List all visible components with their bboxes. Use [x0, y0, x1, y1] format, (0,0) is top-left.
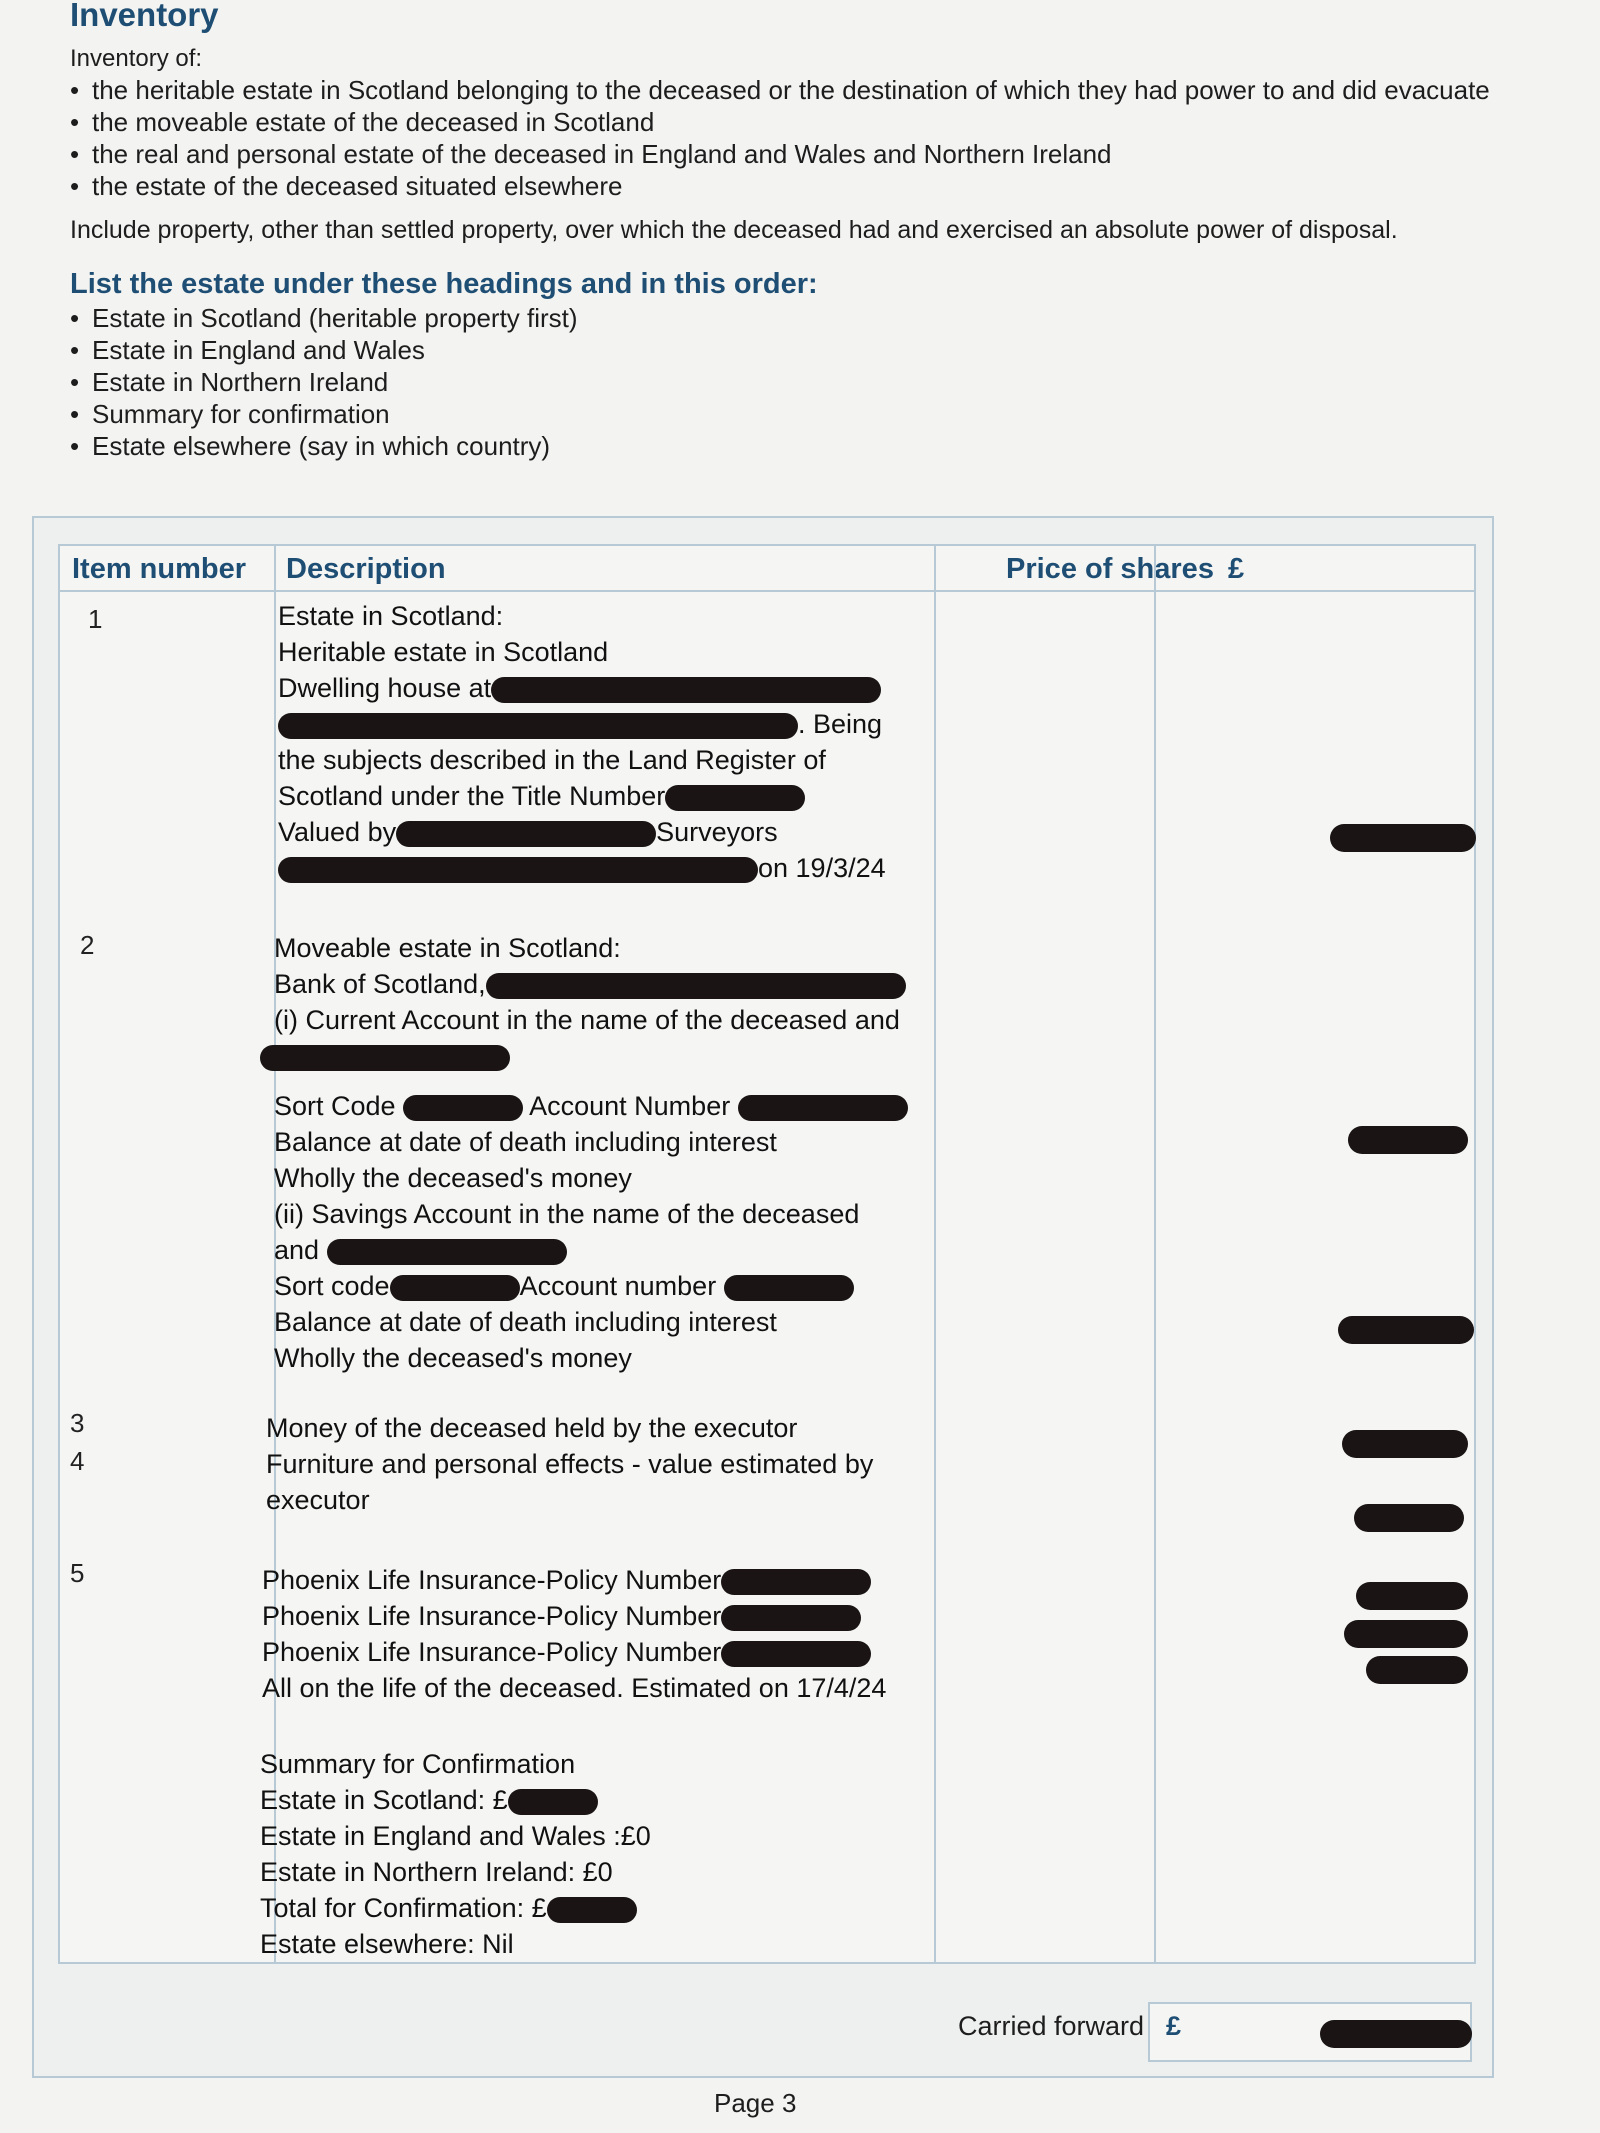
redacted-block: [390, 1275, 520, 1301]
redacted-block: [278, 713, 798, 739]
description-line: [274, 1038, 908, 1074]
value-redacted: [1354, 1504, 1464, 1532]
description-line: Estate in Scotland:: [278, 601, 504, 631]
description-line: Phoenix Life Insurance-Policy Number: [262, 1562, 886, 1598]
summary-line: Estate elsewhere: Nil: [260, 1929, 514, 1959]
carried-forward-currency: £: [1166, 2011, 1182, 2041]
headings-list: [70, 302, 1490, 462]
item-3-4-description: [266, 1410, 873, 1518]
list-item: • the estate of the deceased situated elsewhere: [70, 170, 1490, 202]
redacted-block: [491, 677, 881, 703]
description-line: Balance at date of death including interest: [274, 1127, 777, 1157]
item-number: 4: [70, 1446, 85, 1476]
summary-line: Summary for Confirmation: [260, 1749, 576, 1779]
description-line: All on the life of the deceased. Estimated on 17/4/24: [262, 1673, 887, 1703]
value-redacted: [1342, 1430, 1468, 1458]
list-heading: List the estate under these headings and in this order:: [70, 268, 818, 300]
page-number: Page 3: [714, 2088, 797, 2118]
list-item: • Summary for confirmation: [70, 398, 1490, 430]
header-value: £: [1216, 546, 1474, 592]
item-number: 1: [88, 604, 103, 634]
description-line: Phoenix Life Insurance-Policy Number: [262, 1634, 886, 1670]
item-number: 2: [80, 930, 95, 960]
redacted-block: [724, 1275, 854, 1301]
description-line: Sort Code Account Number: [274, 1088, 908, 1124]
description-line: (ii) Savings Account in the name of the deceased: [274, 1199, 860, 1229]
value-redacted: [1366, 1656, 1468, 1684]
redacted-block: [260, 1045, 510, 1071]
header-price-of-shares: Price of shares: [994, 546, 1216, 592]
description-line: (i) Current Account in the name of the deceased and: [274, 1005, 900, 1035]
header-description: Description: [274, 546, 994, 592]
redacted-block: [721, 1641, 871, 1667]
summary-for-confirmation: [260, 1746, 651, 1962]
description-line: Moveable estate in Scotland:: [274, 933, 621, 963]
redacted-block: [278, 857, 758, 883]
description-line: Scotland under the Title Number: [278, 778, 886, 814]
redacted-block: [327, 1239, 567, 1265]
description-line: Bank of Scotland,: [274, 966, 908, 1002]
description-line: on 19/3/24: [278, 850, 886, 886]
value-redacted: [1330, 824, 1476, 852]
description-line: and: [274, 1232, 908, 1268]
description-line: Money of the deceased held by the executor: [266, 1413, 798, 1443]
summary-line: Estate in England and Wales :£0: [260, 1821, 651, 1851]
include-note: Include property, other than settled property, over which the deceased had and exercised an absolute power of disposal.: [70, 216, 1398, 244]
redacted-block: [547, 1897, 637, 1923]
redacted-block: [396, 821, 656, 847]
description-line: Furniture and personal effects - value estimated by: [266, 1449, 874, 1479]
summary-line: Total for Confirmation: £: [260, 1890, 651, 1926]
list-item: • the real and personal estate of the deceased in England and Wales and Northern Ireland: [70, 138, 1490, 170]
value-redacted: [1348, 1126, 1468, 1154]
redacted-block: [721, 1605, 861, 1631]
description-line: . Being: [278, 706, 886, 742]
description-line: Dwelling house at: [278, 670, 886, 706]
redacted-block: [403, 1095, 523, 1121]
description-line: Heritable estate in Scotland: [278, 637, 609, 667]
item-2-description: [274, 930, 908, 1376]
header-item-number: Item number: [60, 546, 274, 592]
list-item: • Estate in Scotland (heritable property first): [70, 302, 1490, 334]
description-line: Sort code Account number: [274, 1268, 908, 1304]
summary-line: Estate in Scotland: £: [260, 1782, 651, 1818]
page-title: Inventory: [70, 0, 219, 33]
item-number: 5: [70, 1558, 85, 1588]
description-line: Phoenix Life Insurance-Policy Number: [262, 1598, 886, 1634]
description-line: the subjects described in the Land Register of: [278, 745, 826, 775]
redacted-block: [738, 1095, 908, 1121]
value-redacted: [1356, 1582, 1468, 1610]
description-line: Wholly the deceased's money: [274, 1343, 632, 1373]
inventory-of-list: [70, 74, 1490, 202]
redacted-block: [486, 973, 906, 999]
inventory-of-label: Inventory of:: [70, 45, 203, 72]
redacted-block: [721, 1569, 871, 1595]
description-line: executor: [266, 1485, 370, 1515]
description-line: Balance at date of death including interest: [274, 1307, 777, 1337]
list-item: • the moveable estate of the deceased in Scotland: [70, 106, 1490, 138]
carried-forward-label: Carried forward: [958, 2011, 1145, 2041]
redacted-block: [665, 785, 805, 811]
value-redacted: [1344, 1620, 1468, 1648]
list-item: • Estate in Northern Ireland: [70, 366, 1490, 398]
column-divider: [934, 546, 936, 1962]
item-5-description: [262, 1562, 886, 1706]
list-item: • Estate in England and Wales: [70, 334, 1490, 366]
description-line: Valued by Surveyors: [278, 817, 778, 847]
summary-line: Estate in Northern Ireland: £0: [260, 1857, 613, 1887]
column-divider: [1154, 546, 1156, 1962]
redacted-block: [508, 1789, 598, 1815]
intro-section: [70, 0, 1490, 462]
item-number: 3: [70, 1408, 85, 1438]
value-redacted: [1338, 1316, 1474, 1344]
value-redacted: [1320, 2020, 1472, 2048]
spacer: [274, 1074, 908, 1088]
item-1-description: [278, 598, 886, 886]
list-item: • Estate elsewhere (say in which country): [70, 430, 1490, 462]
description-line: Wholly the deceased's money: [274, 1163, 632, 1193]
list-item: • the heritable estate in Scotland belonging to the deceased or the destination of which they had power to and did evacuate: [70, 74, 1490, 106]
